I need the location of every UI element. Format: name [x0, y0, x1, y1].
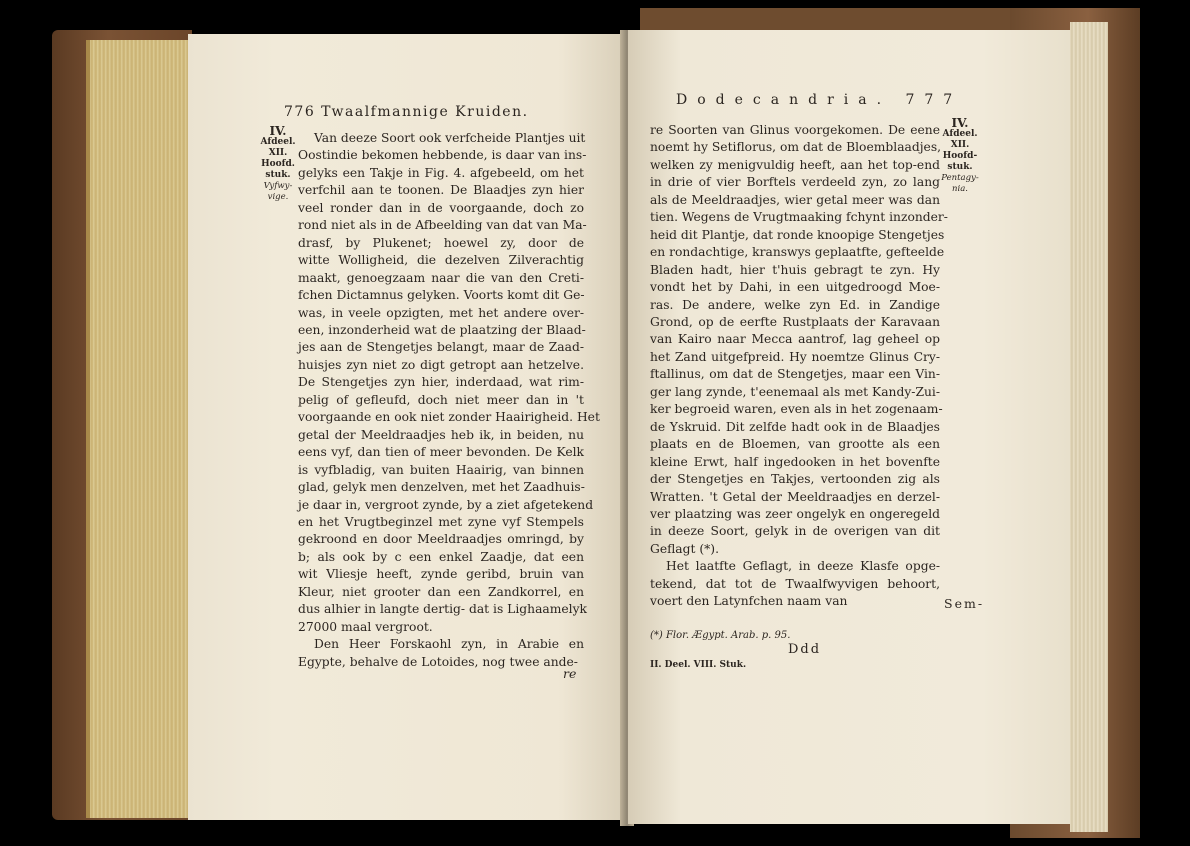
- page-edges-right: [1070, 22, 1108, 832]
- signature-mark: Ddd: [788, 642, 822, 657]
- text-line: gekroond en door Meeldraadjes omringd, by: [298, 532, 584, 547]
- text-line: Kleur, niet grooter dan een Zandkorrel, en: [298, 584, 584, 599]
- page-edges-left: [86, 40, 192, 818]
- text-line: welken zy menigvuldig heeft, aan het top-end: [650, 157, 940, 172]
- text-line: is vyfbladig, van buiten Haairig, van binnen: [298, 462, 584, 477]
- volume-line: II. Deel. VIII. Stuk.: [650, 660, 747, 670]
- text-line: Egypte, behalve de Lotoides, nog twee ande-: [298, 654, 578, 669]
- footnote: (*) Flor. Ægypt. Arab. p. 95.: [650, 630, 791, 641]
- margin-line: XII.: [268, 148, 288, 158]
- margin-line: IV.: [951, 116, 969, 130]
- margin-line: Hoofd-: [942, 151, 978, 161]
- text-line: en het Vrugtbeginzel met zyne vyf Stempels: [298, 514, 584, 529]
- text-line: in drie of vier Borftels verdeeld zyn, zo lang: [650, 175, 940, 190]
- text-line: in deeze Soort, gelyk in de overigen van dit: [650, 524, 940, 539]
- text-line: Geflagt (*).: [650, 541, 720, 556]
- text-line: witte Wolligheid, die dezelven Zilverachtig: [298, 253, 584, 268]
- margin-line: stuk.: [947, 162, 973, 172]
- text-line: heid dit Plantje, dat ronde knoopige Stengetjes: [650, 227, 945, 242]
- text-line: re Soorten van Glinus voorgekomen. De eene: [650, 123, 940, 137]
- text-line: wit Vliesje heeft, zynde geribd, bruin van: [298, 567, 584, 582]
- text-line: Bladen hadt, hier t'huis gebragt te zyn. Hy: [650, 262, 940, 277]
- text-line: De Stengetjes zyn hier, inderdaad, wat rim-: [298, 375, 584, 390]
- text-line: Wratten. 't Getal der Meeldraadjes en derzel-: [650, 489, 940, 504]
- text-line: drasf, by Plukenet; hoewel zy, door de: [298, 235, 584, 250]
- text-line: gelyks een Takje in Fig. 4. afgebeeld, om het: [298, 165, 584, 180]
- margin-line: nia.: [952, 184, 968, 194]
- text-line: Van deeze Soort ook verfcheide Plantjes uit: [314, 131, 586, 145]
- text-line: der Stengetjes en Takjes, vertoonden zig als: [650, 472, 940, 487]
- right-page: [628, 30, 1070, 824]
- text-line: 27000 maal vergroot.: [298, 619, 433, 634]
- text-line: voorgaande en ook niet zonder Haairigheid. Het: [298, 410, 600, 425]
- text-line: tekend, dat tot de Twaalfwyvigen behoort,: [650, 576, 940, 591]
- text-line: Het laatfte Geflagt, in deeze Klasfe opge-: [666, 559, 940, 574]
- text-line: b; als ook by c een enkel Zaadje, dat een: [298, 549, 584, 564]
- text-line: ker begroeid waren, even als in het zogenaam-: [650, 402, 943, 417]
- margin-line: vige.: [267, 192, 289, 202]
- text-line: een, inzonderheid wat de plaatzing der Blaad-: [298, 322, 586, 337]
- margin-line: Afdeel.: [260, 137, 296, 147]
- text-line: noemt hy Setiflorus, om dat de Bloemblaadjes,: [650, 140, 942, 155]
- left-catchword: re: [563, 666, 577, 681]
- margin-line: Vyfwy-: [263, 181, 293, 191]
- text-line: huisjes zyn niet zo digt getropt aan hetzelve.: [298, 357, 584, 372]
- text-line: getal der Meeldraadjes heb ik, in beiden, nu: [298, 427, 584, 442]
- margin-line: stuk.: [265, 170, 291, 180]
- text-line: de Yskruid. Dit zelfde hadt ook in de Blaadjes: [650, 419, 940, 434]
- text-line: pelig of gefleufd, doch niet meer dan in 't: [298, 392, 584, 407]
- margin-line: XII.: [950, 140, 970, 150]
- text-line: kleine Erwt, half ingedooken in het bovenfte: [650, 454, 940, 469]
- right-page-header: Dodecandria. 777: [676, 92, 963, 108]
- text-line: vondt het by Dahi, in een uitgedroogd Moe-: [650, 280, 940, 295]
- text-line: voert den Latynfchen naam van: [650, 594, 848, 609]
- text-line: ras. De andere, welke zyn Ed. in Zandige: [650, 297, 940, 312]
- right-catchword: Sem-: [944, 596, 985, 611]
- text-line: fchen Dictamnus gelyken. Voorts komt dit Ge-: [298, 288, 585, 303]
- text-line: maakt, genoegzaam naar die van den Creti-: [298, 270, 584, 285]
- text-line: rond niet als in de Afbeelding van dat van Ma-: [298, 218, 587, 233]
- text-line: Den Heer Forskaohl zyn, in Arabie en: [314, 637, 584, 652]
- margin-line: IV.: [269, 124, 287, 138]
- text-line: ver plaatzing was zeer ongelyk en ongeregeld: [650, 506, 940, 521]
- text-line: was, in veele opzigten, met het andere over-: [298, 305, 584, 320]
- right-margin-note: [940, 118, 980, 195]
- text-line: tien. Wegens de Vrugtmaaking fchynt inzonder-: [650, 210, 948, 225]
- left-margin-note: [254, 126, 302, 203]
- margin-line: Hoofd.: [261, 159, 295, 169]
- left-page-header: 776 Twaalfmannige Kruiden.: [284, 104, 529, 120]
- right-page-body: [650, 122, 948, 611]
- margin-line: Pentagy-: [941, 173, 979, 183]
- text-line: ger lang zynde, t'eenemaal als met Kandy-Zui-: [650, 384, 940, 399]
- left-page-body: [298, 130, 600, 671]
- text-line: verfchil aan te toonen. De Blaadjes zyn hier: [298, 183, 584, 198]
- text-line: Oostindie bekomen hebbende, is daar van ins-: [298, 148, 587, 163]
- text-line: je daar in, vergroot zynde, by a ziet afgetekend: [298, 497, 594, 512]
- text-line: veel ronder dan in de voorgaande, doch zo: [298, 200, 584, 215]
- text-line: van Kairo naar Mecca aantrof, lag geheel op: [650, 332, 940, 347]
- text-line: plaats en de Bloemen, van grootte als een: [650, 437, 940, 452]
- text-line: en rondachtige, kranswys geplaatfte, gefteelde: [650, 245, 945, 260]
- left-page: [188, 34, 624, 820]
- text-line: Grond, op de eerfte Rustplaats der Karavaan: [650, 314, 940, 329]
- text-line: glad, gelyk men denzelven, met het Zaadhuis-: [298, 480, 585, 495]
- text-line: dus alhier in langte dertig- dat is Lighaamelyk: [298, 602, 588, 617]
- text-line: ftallinus, om dat de Stengetjes, maar een Vin-: [650, 367, 940, 382]
- text-line: als de Meeldraadjes, wier getal meer was dan: [650, 192, 940, 207]
- text-line: eens vyf, dan tien of meer bevonden. De Kelk: [298, 445, 584, 460]
- margin-line: Afdeel.: [942, 129, 978, 139]
- text-line: jes aan de Stengetjes belangt, maar de Zaad-: [298, 340, 584, 355]
- text-line: het Zand uitgefpreid. Hy noemtze Glinus Cry-: [650, 349, 940, 364]
